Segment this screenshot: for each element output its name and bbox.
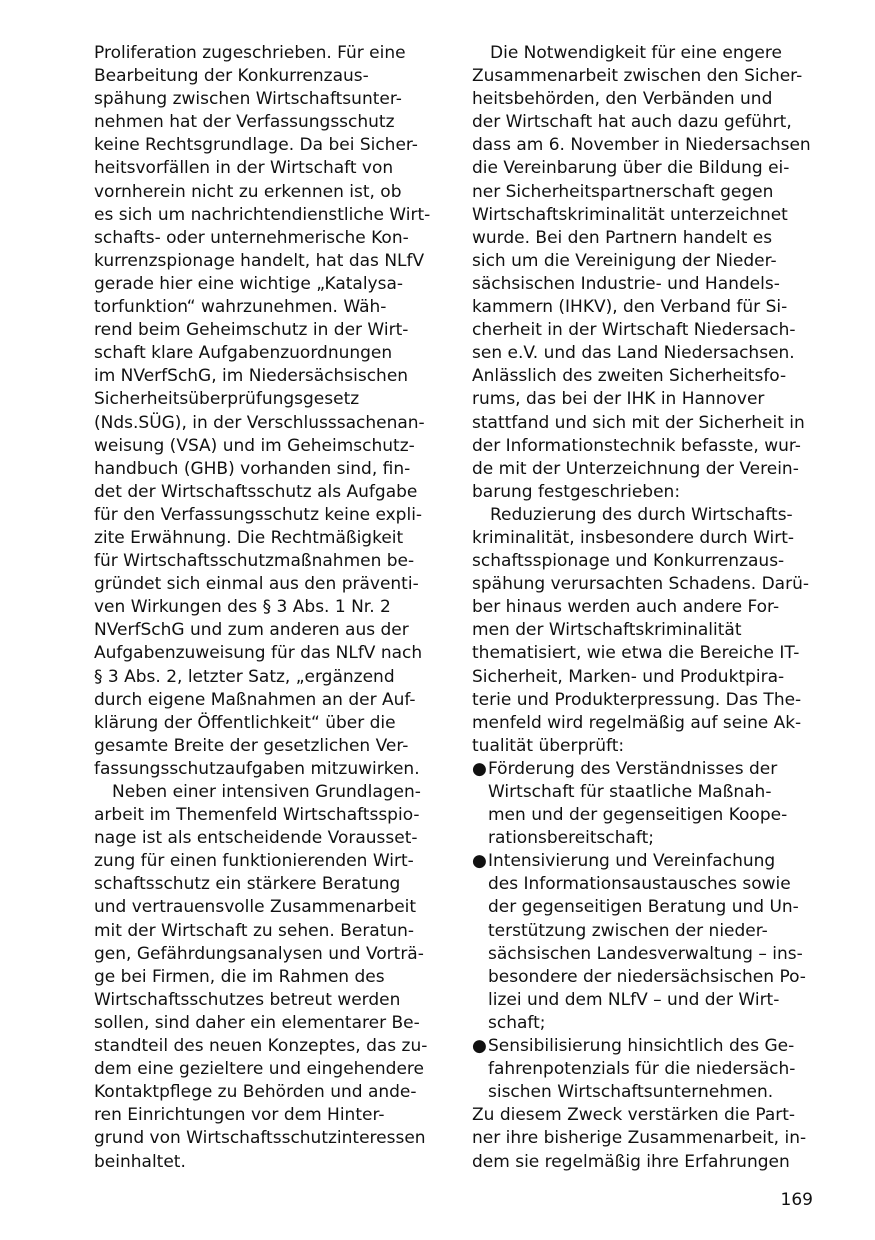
text-line: gründet sich einmal aus den präventi- — [94, 574, 419, 595]
text-line: sen e.V. und das Land Niedersachsen. — [472, 343, 795, 364]
text-line: der Informationstechnik befasste, wur- — [472, 435, 801, 456]
text-line: Reduzierung des durch Wirtschafts- — [490, 504, 793, 525]
text-line: Die Notwendigkeit für eine engere — [490, 43, 782, 63]
text-line: standteil des neuen Konzeptes, das zu- — [94, 1036, 428, 1057]
text-line: Kontaktpflege zu Behörden und ande- — [94, 1082, 417, 1103]
text-line: spähung verursachten Schadens. Darü- — [472, 574, 809, 595]
text-line: barung festgeschrieben: — [472, 481, 681, 502]
text-line: tualität überprüft: — [472, 735, 625, 756]
text-line: men der Wirtschaftskriminalität — [472, 620, 742, 641]
text-line: spähung zwischen Wirtschaftsunter- — [94, 89, 402, 110]
text-line: der gegenseitigen Beratung und Un- — [488, 897, 799, 918]
text-line: menfeld wird regelmäßig auf seine Ak- — [472, 712, 802, 733]
text-line: kammern (IHKV), den Verband für Si- — [472, 297, 788, 318]
text-line: besondere der niedersächsischen Po- — [488, 966, 806, 987]
text-line: Aufgabenzuweisung für das NLfV nach — [94, 643, 423, 664]
text-line: Sicherheitsüberprüfungsgesetz — [94, 389, 360, 410]
text-line: schaftsspionage und Konkurrenzaus- — [472, 551, 785, 572]
text-line: weisung (VSA) und im Geheimschutz- — [94, 435, 415, 456]
text-line: dem eine gezieltere und eingehendere — [94, 1059, 424, 1080]
text-line: ner Sicherheitspartnerschaft gegen — [472, 181, 774, 202]
text-line: des Informationsaustausches sowie — [488, 874, 791, 895]
text-line: Neben einer intensiven Grundlagen- — [112, 782, 421, 802]
text-line: terstützung zwischen der nieder- — [488, 920, 768, 941]
right-column — [472, 42, 818, 1174]
bullet-icon: ● — [472, 851, 487, 872]
bullet-item-line: ● Sensibilisierung hinsichtlich des Ge- — [472, 1035, 818, 1058]
text-line: Anlässlich des zweiten Sicherheitsfo- — [472, 366, 787, 387]
text-line: schafts- oder unternehmerische Kon- — [94, 227, 409, 248]
text-line: Wirtschaft für staatliche Maßnah- — [488, 782, 772, 802]
text-line: Wirtschaftsschutzes betreut werden — [94, 989, 401, 1010]
text-line: für den Verfassungsschutz keine expli- — [94, 504, 423, 525]
text-line: rend beim Geheimschutz in der Wirt- — [94, 320, 409, 341]
text-line: mit der Wirtschaft zu sehen. Beratun- — [94, 920, 415, 941]
text-line: sich um die Vereinigung der Nieder- — [472, 250, 777, 271]
text-line: schaft; — [488, 1012, 546, 1033]
text-line: grund von Wirtschaftsschutzinteressen — [94, 1128, 426, 1149]
text-line: nehmen hat der Verfassungsschutz — [94, 112, 395, 133]
left-column — [94, 42, 440, 1174]
page-number: 169 — [780, 1190, 813, 1210]
text-line: beinhaltet. — [94, 1151, 186, 1172]
text-line: sollen, sind daher ein elementarer Be- — [94, 1012, 420, 1033]
text-line: heitsbehörden, den Verbänden und — [472, 89, 773, 110]
text-line: schaft klare Aufgabenzuordnungen — [94, 343, 393, 364]
text-line: sischen Wirtschaftsunternehmen. — [488, 1082, 774, 1103]
text-line: Proliferation zugeschrieben. Für eine — [94, 43, 406, 63]
text-line: ge bei Firmen, die im Rahmen des — [94, 966, 385, 987]
text-line: ber hinaus werden auch andere For- — [472, 597, 780, 618]
text-line: Sicherheit, Marken- und Produktpira- — [472, 666, 785, 687]
text-line: men und der gegenseitigen Koope- — [488, 805, 788, 826]
text-line: die Vereinbarung über die Bildung ei- — [472, 158, 790, 179]
text-line: heitsvorfällen in der Wirtschaft von — [94, 158, 394, 179]
text-line: stattfand und sich mit der Sicherheit in — [472, 412, 805, 433]
text-line: nage ist als entscheidende Vorausset- — [94, 828, 418, 849]
text-line: zite Erwähnung. Die Rechtmäßigkeit — [94, 527, 404, 548]
text-line: thematisiert, wie etwa die Bereiche IT- — [472, 643, 800, 664]
text-line: Zusammenarbeit zwischen den Sicher- — [472, 66, 803, 87]
text-line: de mit der Unterzeichnung der Verein- — [472, 458, 799, 479]
bullet-item-line: ● Förderung des Verständnisses der — [472, 758, 818, 781]
bullet-icon: ● — [472, 758, 487, 779]
text-line: lizei und dem NLfV – und der Wirt- — [488, 989, 780, 1010]
text-line: arbeit im Themenfeld Wirtschaftsspio- — [94, 805, 420, 826]
text-line: zung für einen funktionierenden Wirt- — [94, 851, 414, 872]
text-line: rationsbereitschaft; — [488, 828, 655, 849]
text-line: schaftsschutz ein stärkere Beratung — [94, 874, 401, 895]
text-line: es sich um nachrichtendienstliche Wirt- — [94, 204, 431, 225]
text-line: durch eigene Maßnahmen an der Auf- — [94, 689, 416, 710]
text-line: ner ihre bisherige Zusammenarbeit, in- — [472, 1128, 807, 1149]
text-line: fahrenpotenzials für die niedersäch- — [488, 1059, 796, 1080]
text-line: (Nds.SÜG), in der Verschlusssachenan- — [94, 412, 425, 433]
text-line: sächsischen Landesverwaltung – ins- — [488, 943, 803, 964]
text-line: torfunktion“ wahrzunehmen. Wäh- — [94, 297, 387, 318]
text-line: und vertrauensvolle Zusammenarbeit — [94, 897, 417, 918]
bullet-icon: ● — [472, 1036, 487, 1057]
text-line: Bearbeitung der Konkurrenzaus- — [94, 66, 369, 87]
text-line: Wirtschaftskriminalität unterzeichnet — [472, 204, 788, 225]
text-line: kurrenzspionage handelt, hat das NLfV — [94, 250, 425, 271]
text-line: § 3 Abs. 2, letzter Satz, „ergänzend — [94, 666, 395, 687]
text-line: sächsischen Industrie- und Handels- — [472, 273, 780, 294]
text-line: gesamte Breite der gesetzlichen Ver- — [94, 735, 409, 756]
text-line: wurde. Bei den Partnern handelt es — [472, 227, 773, 248]
text-line: NVerfSchG und zum anderen aus der — [94, 620, 409, 641]
text-line: Zu diesem Zweck verstärken die Part- — [472, 1105, 796, 1126]
text-line: ven Wirkungen des § 3 Abs. 1 Nr. 2 — [94, 597, 391, 618]
text-line: für Wirtschaftsschutzmaßnahmen be- — [94, 551, 415, 572]
text-line: kriminalität, insbesondere durch Wirt- — [472, 527, 795, 548]
text-line: klärung der Öffentlichkeit“ über die — [94, 712, 396, 733]
text-line: det der Wirtschaftsschutz als Aufgabe — [94, 481, 418, 502]
text-line: dem sie regelmäßig ihre Erfahrungen — [472, 1151, 790, 1172]
text-line: im NVerfSchG, im Niedersächsischen — [94, 366, 409, 387]
text-line: handbuch (GHB) vorhanden sind, fin- — [94, 458, 411, 479]
bullet-item-line: ● Intensivierung und Vereinfachung — [472, 850, 818, 873]
text-line: terie und Produkterpressung. Das The- — [472, 689, 802, 710]
text-line: fassungsschutzaufgaben mitzuwirken. — [94, 758, 420, 779]
text-line: cherheit in der Wirtschaft Niedersach- — [472, 320, 796, 341]
text-line: rums, das bei der IHK in Hannover — [472, 389, 765, 410]
text-line: ren Einrichtungen vor dem Hinter- — [94, 1105, 385, 1126]
text-line: der Wirtschaft hat auch dazu geführt, — [472, 112, 792, 133]
text-line: dass am 6. November in Niedersachsen — [472, 135, 811, 156]
text-line: gerade hier eine wichtige „Katalysa- — [94, 273, 404, 294]
text-line: vornherein nicht zu erkennen ist, ob — [94, 181, 402, 202]
text-line: gen, Gefährdungsanalysen und Vorträ- — [94, 943, 424, 964]
text-line: keine Rechtsgrundlage. Da bei Sicher- — [94, 135, 418, 156]
